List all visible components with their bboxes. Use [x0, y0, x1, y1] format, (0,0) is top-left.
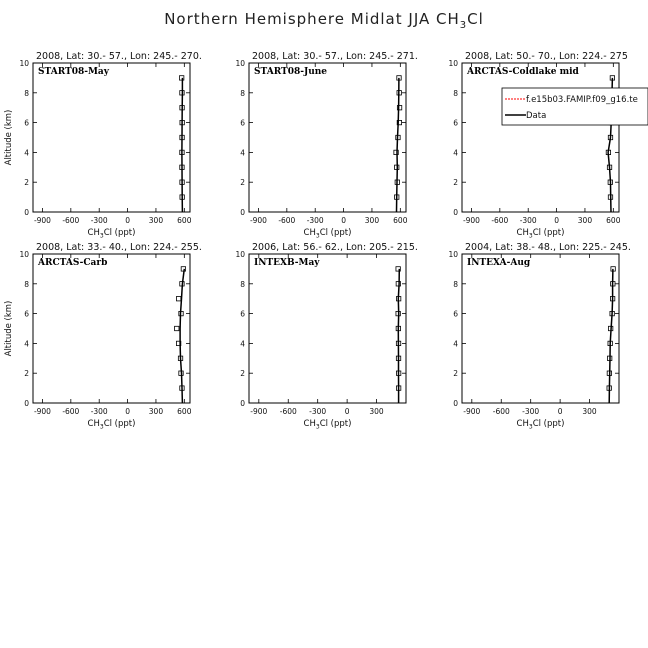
y-tick-label: 2 [240, 369, 245, 379]
panel-label: ARCTAS-Coldlake mid [467, 67, 579, 77]
figure-title-sub: 3 [459, 20, 468, 31]
y-tick-label: 10 [235, 59, 245, 68]
y-axis-label: Altitude (km) [4, 109, 14, 166]
y-tick-label: 0 [240, 208, 245, 217]
x-tick-label: -300 [309, 407, 327, 416]
panel-label: INTEXA-Aug [467, 258, 531, 268]
x-tick-label: 300 [148, 407, 164, 416]
x-tick-label: 0 [557, 407, 563, 416]
x-tick-label: 0 [554, 216, 559, 225]
x-tick-label: -900 [462, 216, 480, 225]
plot-frame [462, 63, 619, 212]
x-tick-label: 0 [125, 216, 130, 225]
y-tick-label: 4 [240, 339, 245, 349]
x-tick-label: 300 [369, 407, 384, 416]
panel-3 [448, 51, 648, 240]
y-tick-label: 0 [240, 399, 245, 408]
panel-header: 2006, Lat: 56.- 62., Lon: 205.- 215. [252, 242, 418, 253]
y-tick-label: 6 [453, 118, 458, 128]
x-tick-label: -900 [250, 407, 268, 416]
y-tick-label: 6 [240, 118, 245, 128]
y-tick-label: 4 [24, 339, 29, 349]
y-tick-label: 8 [240, 279, 245, 289]
panel-4 [4, 242, 202, 431]
y-axis-label: Altitude (km) [4, 300, 14, 357]
x-tick-label: 300 [148, 216, 164, 225]
x-axis-label: $CH_3Cl$ (ppt) [303, 419, 352, 431]
panel-2 [235, 51, 417, 240]
x-tick-label: 300 [364, 216, 380, 225]
x-tick-label: -900 [463, 407, 481, 416]
x-axis-label: $CH_3Cl$ (ppt) [87, 419, 136, 431]
y-tick-label: 4 [240, 148, 245, 158]
plot-frame [33, 63, 190, 212]
x-tick-label: -900 [33, 407, 51, 416]
panel-6 [448, 242, 630, 431]
panel-5 [235, 242, 417, 431]
y-tick-label: 6 [240, 309, 245, 319]
panel-1 [4, 51, 202, 240]
y-tick-label: 6 [24, 118, 29, 128]
y-tick-label: 4 [453, 339, 458, 349]
panel-header: 2008, Lat: 50.- 70., Lon: 224.- 275 [465, 51, 628, 62]
x-tick-label: 600 [177, 216, 192, 225]
y-tick-label: 8 [453, 88, 458, 98]
x-tick-label: -300 [519, 216, 537, 225]
panel-label: START08-May [38, 67, 109, 77]
x-tick-label: -600 [491, 216, 509, 225]
y-tick-label: 8 [453, 279, 458, 289]
figure-title-main: Northern Hemisphere Midlat JJA CH [164, 10, 460, 28]
x-axis-label: $CH_3Cl$ (ppt) [303, 228, 352, 240]
y-tick-label: 2 [24, 369, 29, 379]
x-tick-label: 0 [125, 407, 130, 416]
y-tick-label: 10 [19, 59, 29, 68]
y-tick-label: 6 [24, 309, 29, 319]
legend [502, 88, 648, 125]
x-tick-label: -300 [90, 216, 108, 225]
panel-label: ARCTAS-Carb [38, 258, 108, 268]
x-tick-label: 300 [582, 407, 597, 416]
y-tick-label: 0 [24, 208, 29, 217]
x-tick-label: -600 [278, 216, 296, 225]
x-tick-label: 0 [344, 407, 350, 416]
series-line-data [180, 269, 184, 403]
data-marker [176, 297, 180, 301]
panel-label: INTEXB-May [254, 258, 320, 268]
x-tick-label: 600 [177, 407, 192, 416]
y-tick-label: 2 [24, 178, 29, 188]
x-axis-label: $CH_3Cl$ (ppt) [87, 228, 136, 240]
data-marker [175, 326, 179, 330]
legend-label: f.e15b03.FAMIP.f09_g16.te [526, 95, 638, 105]
x-tick-label: -900 [249, 216, 267, 225]
x-tick-label: 600 [393, 216, 408, 225]
panel-header: 2008, Lat: 30.- 57., Lon: 245.- 271. [252, 51, 418, 62]
x-tick-label: -600 [62, 407, 80, 416]
y-tick-label: 6 [453, 309, 458, 319]
plot-frame [33, 254, 190, 403]
y-tick-label: 8 [24, 279, 29, 289]
y-tick-label: 10 [448, 59, 458, 68]
y-tick-label: 10 [19, 250, 29, 259]
series-line-data [609, 269, 613, 403]
x-tick-label: 300 [577, 216, 593, 225]
legend-box [502, 88, 648, 125]
series-line-data [182, 78, 183, 212]
x-tick-label: -300 [90, 407, 108, 416]
series-line-data [397, 78, 399, 212]
plot-frame [462, 254, 619, 403]
plot-frame [249, 254, 406, 403]
x-axis-label: $CH_3Cl$ (ppt) [516, 228, 565, 240]
y-tick-label: 0 [24, 399, 29, 408]
panel-header: 2008, Lat: 30.- 57., Lon: 245.- 270. [36, 51, 202, 62]
x-tick-label: -900 [33, 216, 51, 225]
panel-label: START08-June [254, 67, 328, 77]
x-axis-label: $CH_3Cl$ (ppt) [516, 419, 565, 431]
series-line-data [398, 269, 399, 403]
x-tick-label: -600 [62, 216, 80, 225]
panels [4, 51, 648, 431]
x-tick-label: -600 [279, 407, 297, 416]
y-tick-label: 8 [240, 88, 245, 98]
y-tick-label: 0 [453, 399, 458, 408]
y-tick-label: 8 [24, 88, 29, 98]
y-tick-label: 4 [24, 148, 29, 158]
y-tick-label: 10 [448, 250, 458, 259]
y-tick-label: 2 [453, 369, 458, 379]
y-tick-label: 4 [453, 148, 458, 158]
y-tick-label: 2 [453, 178, 458, 188]
legend-label: Data [526, 111, 547, 121]
x-tick-label: -300 [522, 407, 540, 416]
panel-header: 2004, Lat: 38.- 48., Lon: 225.- 245. [465, 242, 631, 253]
x-tick-label: 600 [606, 216, 621, 225]
y-tick-label: 2 [240, 178, 245, 188]
x-tick-label: 0 [341, 216, 346, 225]
x-tick-label: -300 [306, 216, 324, 225]
y-tick-label: 0 [453, 208, 458, 217]
x-tick-label: -600 [492, 407, 510, 416]
figure-title [164, 10, 484, 31]
plot-frame [249, 63, 406, 212]
panel-header: 2008, Lat: 33.- 40., Lon: 224.- 255. [36, 242, 202, 253]
y-tick-label: 10 [235, 250, 245, 259]
figure-title-tail: Cl [467, 10, 484, 28]
